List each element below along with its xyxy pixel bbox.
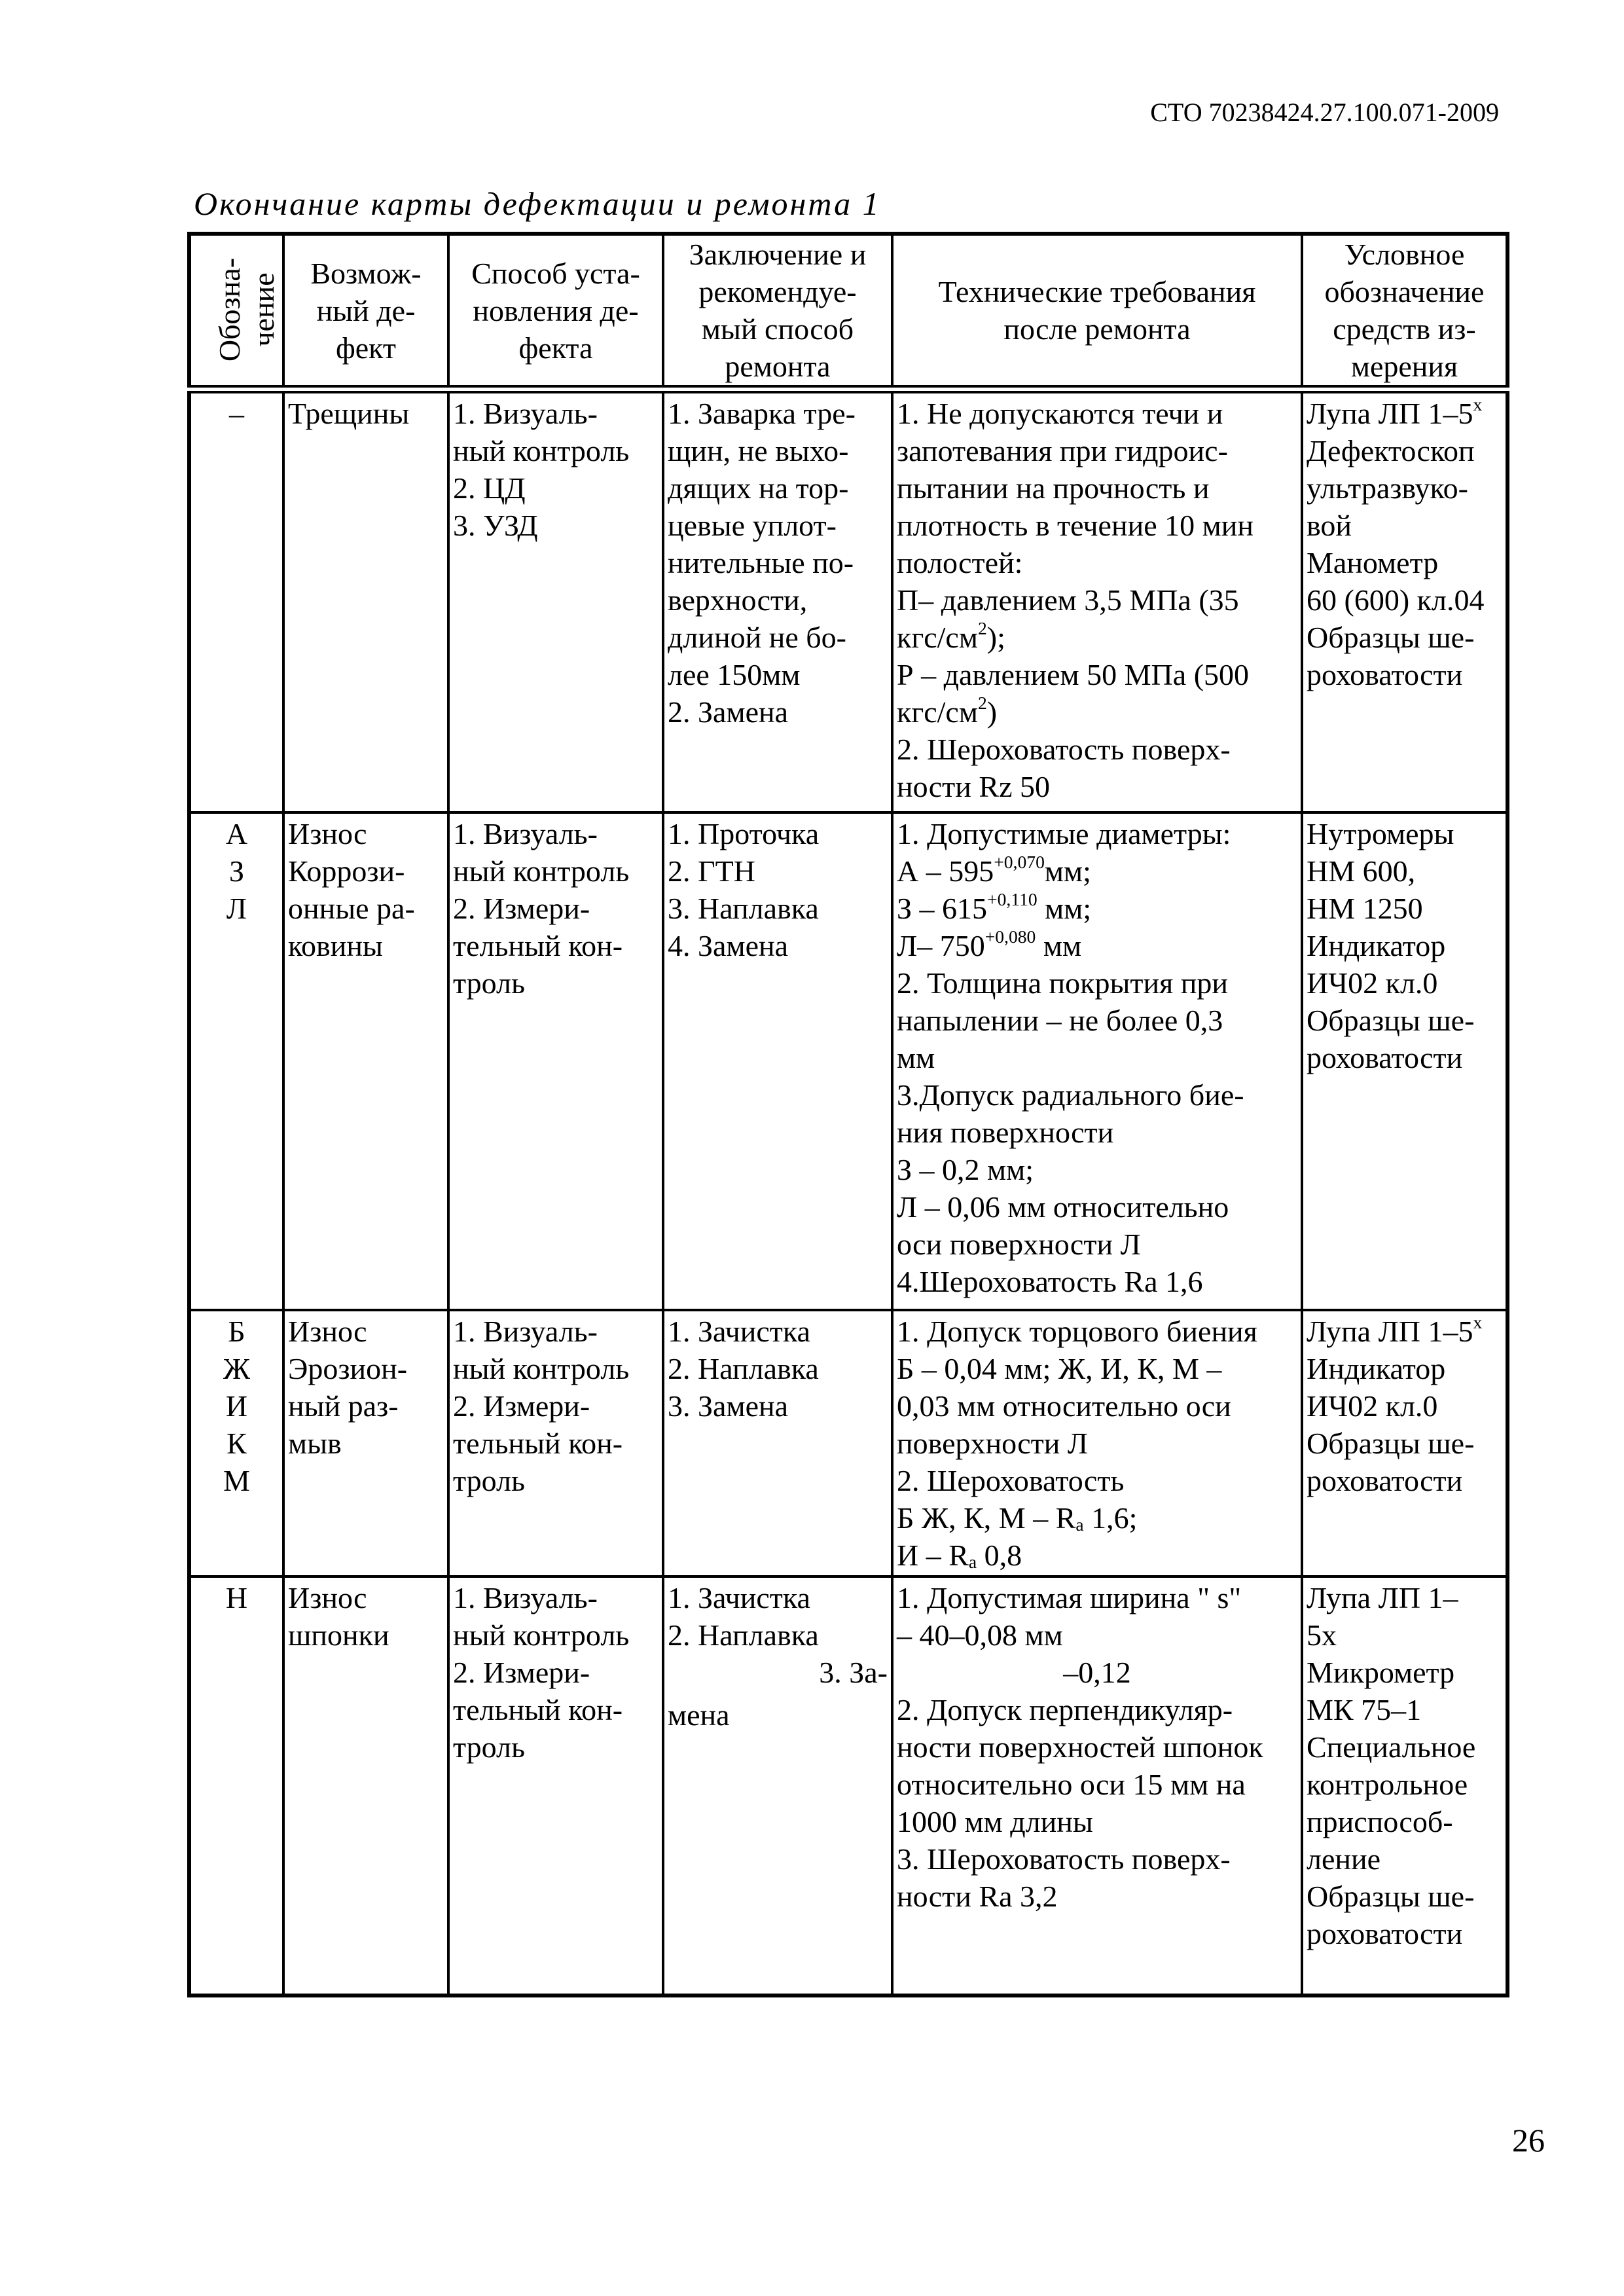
roughness-line xyxy=(897,1499,1297,1537)
unit-text: мм; xyxy=(1037,891,1092,925)
table-header-row xyxy=(189,234,1507,390)
column-header-requirements: Технические требования после ремонта xyxy=(892,234,1302,390)
column-header-repair-method: Заключение и рекомендуе- мый способ ремонта xyxy=(663,234,892,390)
subscript: a xyxy=(1075,1514,1084,1535)
cell-detection-method: 1. Визуаль- ный контроль 2. Измери- тельный кон- троль xyxy=(448,1576,663,1995)
cell-requirements xyxy=(892,390,1302,812)
unit-text: мм; xyxy=(1044,854,1091,888)
cell-defect: Износ Коррози- онные ра- ковины xyxy=(283,812,448,1310)
table-row xyxy=(189,812,1507,1310)
tolerance-line: –0,12 xyxy=(1063,1655,1131,1689)
column-header-designation-text: Обозна- чение xyxy=(213,257,281,362)
defect-repair-table xyxy=(187,232,1509,1997)
requirements-text: 1. Допуск торцового биения Б – 0,04 мм; Ж, И, К, М – 0,03 мм относительно оси поверхности Л 2. Шероховатость xyxy=(897,1314,1257,1497)
cell-designation: Б Ж И К М xyxy=(189,1310,283,1576)
cell-instruments xyxy=(1302,390,1507,812)
cell-detection-method: 1. Визуаль- ный контроль 2. Измери- тельный кон- троль xyxy=(448,1310,663,1576)
cell-instruments: Нутромеры НМ 600, НМ 1250 Индикатор ИЧ02 кл.0 Образцы ше- роховатости xyxy=(1302,812,1507,1310)
cell-requirements xyxy=(892,1310,1302,1576)
requirements-text: ) 2. Шероховатость поверх- ности Rz 50 xyxy=(897,695,1231,803)
column-header-detection-method: Способ уста- новления де- фекта xyxy=(448,234,663,390)
superscript: 2 xyxy=(977,693,987,713)
cell-detection-method: 1. Визуаль- ный контроль 2. Измери- тельный кон- троль xyxy=(448,812,663,1310)
diameter-value: Л– 750 xyxy=(897,928,985,962)
cell-designation: Н xyxy=(189,1576,283,1995)
diameter-value: А – 595 xyxy=(897,854,994,888)
cell-requirements xyxy=(892,1576,1302,1995)
tolerance-superscript: +0,110 xyxy=(987,888,1038,909)
repair-item-continued: мена xyxy=(668,1698,730,1732)
requirements-text: 2. Толщина покрытия при напылении – не более 0,3 мм 3.Допуск радиального бие- ния поверхности З – 0,2 мм; Л – 0,06 мм относительно оси поверхности Л 4.Шероховатость Ra 1,6 xyxy=(897,966,1244,1298)
tolerance-superscript: +0,070 xyxy=(994,851,1045,872)
column-header-designation xyxy=(189,234,283,390)
roughness-text: И – R xyxy=(897,1538,969,1572)
cell-defect: Износ Эрозион- ный раз- мыв xyxy=(283,1310,448,1576)
superscript: x xyxy=(1473,394,1483,414)
cell-repair-method: 1. Зачистка 2. Наплавка 3. Замена xyxy=(663,1310,892,1576)
subscript: a xyxy=(968,1551,977,1572)
unit-text: мм xyxy=(1036,928,1082,962)
table-row xyxy=(189,390,1507,812)
diameter-l-line xyxy=(897,927,1297,964)
cell-designation: А З Л xyxy=(189,812,283,1310)
table-row xyxy=(189,1310,1507,1576)
cell-repair-method xyxy=(663,1576,892,1995)
diameter-z-line xyxy=(897,890,1297,927)
requirements-text: 2. Допуск перпендикуляр- ности поверхностей шпонок относительно оси 15 мм на 1000 мм длины 3. Шероховатость поверх- ности Ra 3,2 xyxy=(897,1692,1263,1913)
roughness-value: 1,6; xyxy=(1083,1501,1138,1535)
requirements-line: – 40–0,08 мм xyxy=(897,1618,1063,1652)
diameter-value: З – 615 xyxy=(897,891,988,925)
requirements-text: 1. Не допускаются течи и запотевания при гидроис- пытании на прочность и плотность в течение 10 мин полостей: П– давлением 3,5 МПа (35 кгс/см xyxy=(897,397,1254,654)
column-header-defect: Возмож- ный де- фект xyxy=(283,234,448,390)
instruments-text: Индикатор ИЧ02 кл.0 Образцы ше- роховатости xyxy=(1307,1351,1475,1497)
tolerance-superscript: +0,080 xyxy=(984,926,1036,947)
page-number: 26 xyxy=(1512,2122,1545,2159)
cell-repair-method: 1. Заварка тре- щин, не выхо- дящих на тор- цевые уплот- нительные по- верхности, длиной не бо- лее 150мм 2. Замена xyxy=(663,390,892,812)
cell-detection-method: 1. Визуаль- ный контроль 2. ЦД 3. УЗД xyxy=(448,390,663,812)
repair-text: 1. Зачистка 2. Наплавка xyxy=(668,1580,819,1652)
cell-instruments: Лупа ЛП 1– 5х Микрометр МК 75–1 Специальное контрольное приспособ- ление Образцы ше- роховатости xyxy=(1302,1576,1507,1995)
requirements-text: ); Р – давлением 50 МПа (500 кгс/см xyxy=(897,621,1250,729)
diameter-a-line xyxy=(897,852,1297,890)
roughness-value: 0,8 xyxy=(977,1538,1022,1572)
table-row xyxy=(189,1576,1507,1995)
cell-instruments xyxy=(1302,1310,1507,1576)
repair-item: 3. За- xyxy=(819,1655,888,1689)
instruments-text: Лупа ЛП 1–5 xyxy=(1307,397,1473,430)
superscript: 2 xyxy=(977,618,987,638)
table-caption: Окончание карты дефектации и ремонта 1 xyxy=(194,185,881,222)
superscript: x xyxy=(1473,1311,1483,1332)
cell-repair-method: 1. Проточка 2. ГТН 3. Наплавка 4. Замена xyxy=(663,812,892,1310)
instruments-text: Дефектоскоп ультразвуко- вой Манометр 60 (600) кл.04 Образцы ше- роховатости xyxy=(1307,434,1485,691)
cell-requirements xyxy=(892,812,1302,1310)
document-code: СТО 70238424.27.100.071-2009 xyxy=(1150,98,1499,127)
roughness-text: Б Ж, К, М – R xyxy=(897,1501,1076,1535)
cell-defect: Износ шпонки xyxy=(283,1576,448,1995)
roughness-line xyxy=(897,1537,1297,1574)
instruments-text: Лупа ЛП 1–5 xyxy=(1307,1314,1473,1348)
cell-designation: – xyxy=(189,390,283,812)
column-header-instruments: Условное обозначение средств из- мерения xyxy=(1302,234,1507,390)
requirements-line: 1. Допустимая ширина " s" xyxy=(897,1580,1242,1614)
cell-defect: Трещины xyxy=(283,390,448,812)
requirements-line: 1. Допустимые диаметры: xyxy=(897,816,1231,850)
